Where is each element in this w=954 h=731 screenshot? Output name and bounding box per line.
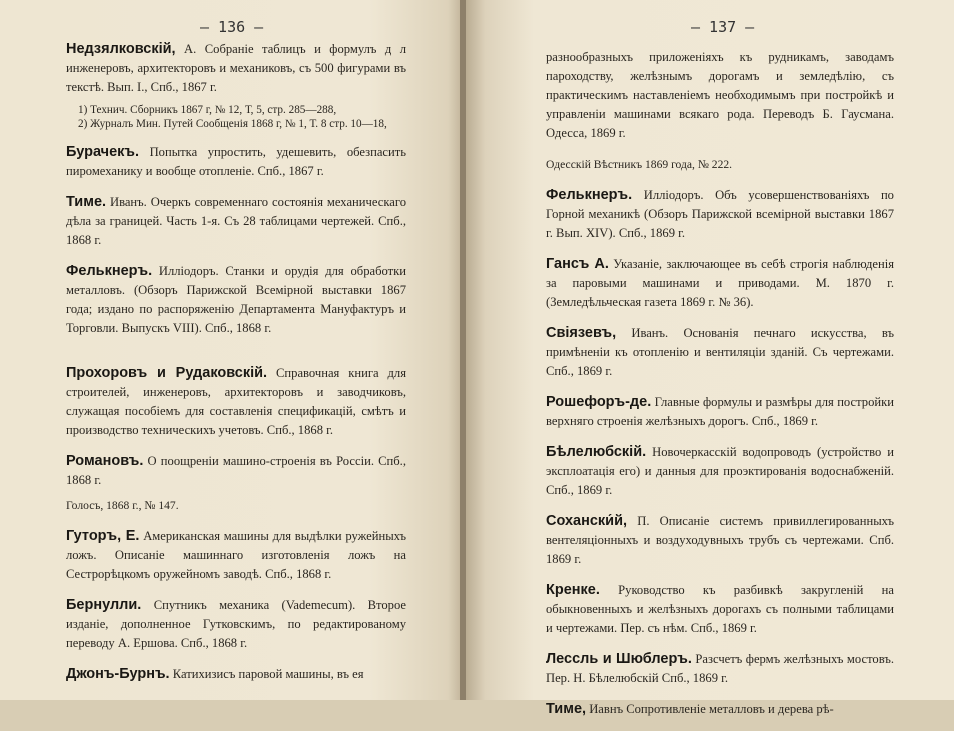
- entry-text: Указаніе, заключающее въ себѣ строгія наблюденія за паровыми машинами и приводами. М. 1870 г. (Земледѣльческая газета 1869 г. № 36).: [546, 257, 894, 309]
- entry-author: Рошефоръ-де.: [546, 394, 652, 410]
- bibliography-entry: [546, 324, 894, 381]
- entry-text: Катихизисъ паровой машины, въ ея: [172, 667, 364, 681]
- entry-text: Голосъ, 1868 г., № 147.: [66, 499, 179, 512]
- bibliography-entry: [66, 527, 406, 584]
- page-number: — 136 —: [200, 18, 264, 36]
- bibliography-entry: [66, 596, 406, 653]
- bibliography-entry: [66, 193, 406, 250]
- bibliography-entry: [66, 364, 406, 440]
- entry-author: Лессль и Шюблеръ.: [546, 651, 692, 667]
- entry-text: Иавнъ Сопротивленіе металловъ и дерева рѣ-: [589, 702, 834, 716]
- entry-text: Одесскій Вѣстникъ 1869 года, № 222.: [546, 158, 733, 171]
- source-note: [546, 155, 894, 174]
- entry-author: Прохоровъ и Рудаковскій.: [66, 365, 268, 381]
- bibliography-entry: [546, 393, 894, 431]
- entry-author: Кренке.: [546, 582, 600, 598]
- entry-text: Иванъ. Очеркъ современнаго состоянія механическаго дѣла за границей. Часть 1-я. Съ 28 таблицами чертежей. Спб., 1868 г.: [66, 195, 407, 247]
- entry-text: А. Собраніе таблицъ и формулъ д л инженеровъ, архитекторовъ и механиковъ, съ 500 фигурами въ текстѣ. Вып. I., Спб., 1867 г.: [66, 42, 406, 94]
- entry-author: Свіязевъ,: [546, 325, 617, 341]
- entry-list: [66, 40, 406, 696]
- entry-author: Тиме.: [66, 194, 107, 210]
- entry-text: Разсчетъ фермъ желѣзныхъ мостовъ. Пер. Н. Бѣлелюбскій Спб., 1869 г.: [546, 652, 894, 685]
- entry-note: 2) Журналъ Мин. Путей Сообщенія 1868 г, № 1, Т. 8 стр. 10—18,: [78, 118, 387, 130]
- page-number: — 137 —: [691, 18, 755, 36]
- entry-text: П. Описаніе системъ привиллегированныхъ вентеляціонныхъ и воздуходувныхъ трубъ съ чертежами. Спб. 1869 г.: [546, 514, 894, 566]
- entry-text: Американская машины для выдѣлки ружейныхъ ложъ. Описаніе машиннаго изготовленія ложъ на Сестрорѣцкомъ оружейномъ заводѣ. Спб., 1868 г.: [66, 529, 406, 581]
- bibliography-entry: [66, 665, 406, 684]
- bibliography-entry: [546, 48, 894, 143]
- entry-author: Фелькнеръ.: [546, 187, 633, 203]
- bibliography-entry: [546, 255, 894, 312]
- entry-author: Сохански́й,: [546, 513, 628, 529]
- entry-text: Руководство къ разбивкѣ закругленій на обыкновенныхъ и желѣзныхъ дорогахъ съ полными таблицами и чертежами. Пер. съ нѣм. Спб., 1869 г.: [546, 583, 894, 635]
- entry-list: [546, 48, 894, 731]
- entry-author: Гуторъ, Е.: [66, 528, 140, 544]
- entry-text: Иванъ. Основанія печнаго искусства, въ примѣненіи къ отопленію и вентиляціи зданій. Съ чертежами. Спб., 1869 г.: [546, 326, 894, 378]
- bibliography-entry: [66, 262, 406, 338]
- bibliography-entry: [546, 650, 894, 688]
- entry-text: Справочная книга для строителей, инженеровъ, архитекторовъ и заводчиковъ, служащая пособіемъ для составленія спецификацій, смѣтъ и производство техническихъ учетовъ. Спб., 1868 г.: [66, 366, 406, 437]
- entry-text: Попытка упростить, удешевить, обезпасить пиромеханику и вообще отопленіе. Спб., 1867 г.: [66, 145, 406, 178]
- entry-author: Джонъ-Бурнъ.: [66, 666, 170, 682]
- entry-author: Фелькнеръ.: [66, 263, 153, 279]
- bibliography-entry: [546, 186, 894, 243]
- bibliography-entry: [546, 581, 894, 638]
- entry-author: Бернулли.: [66, 597, 142, 613]
- entry-text: разнообразныхъ приложеніяхъ къ рудникамъ, заводамъ пароходству, желѣзнымъ дорогамъ и земледѣлію, съ практическимъ наставленіемъ необходимымъ при постройкѣ и управленіи машинами всякаго рода. Переводъ Б. Гаусмана. Одесса, 1869 г.: [546, 50, 894, 140]
- bibliography-entry: [66, 452, 406, 490]
- entry-author: Тиме,: [546, 701, 587, 717]
- source-note: [66, 496, 406, 515]
- entry-author: Бѣлелюбскій.: [546, 444, 647, 460]
- entry-author: Романовъ.: [66, 453, 144, 469]
- right-page: [466, 0, 954, 717]
- entry-note: 1) Технич. Сборникъ 1867 г, № 12, Т, 5, стр. 285—288,: [78, 104, 337, 116]
- bibliography-entry: [546, 512, 894, 569]
- entry-author: Бурачекъ.: [66, 144, 140, 160]
- entry-text: О поощреніи машино-строенія въ Россіи. Спб., 1868 г.: [66, 454, 406, 487]
- bibliography-entry: [66, 40, 406, 131]
- entry-author: Гансъ А.: [546, 256, 609, 272]
- entry-text: Новочеркасскій водопроводъ (устройство и эксплоатація его) и данныя для проэктированія водоснабженій. Спб., 1869 г.: [546, 445, 894, 497]
- entry-text: Иллiодоръ. Объ усовершенствованіяхъ по Горной механикѣ (Обзоръ Парижской всемірной выставки 1867 г. Вып. XIV). Спб., 1869 г.: [546, 188, 894, 240]
- entry-author: Недзялковскій,: [66, 41, 176, 57]
- left-page: [0, 0, 462, 700]
- bibliography-entry: [546, 443, 894, 500]
- entry-text: Главные формулы и размѣры для постройки верхняго строенія желѣзныхъ дорогъ. Спб., 1869 г.: [546, 395, 894, 428]
- entry-text: Иллiодоръ. Станки и орудія для обработки металловъ. (Обзоръ Парижской Всемірной выставки 1867 года; издано по распоряженію Департамента Мануфактуръ и Торговли. Выпускъ VIII). Спб., 1868 г.: [66, 264, 406, 335]
- entry-text: Спутникъ механика (Vademecum). Второе изданіе, дополненное Гутковскимъ, по редактированому переводу А. Ершова. Спб., 1868 г.: [66, 598, 406, 650]
- bibliography-entry: [546, 700, 894, 719]
- bibliography-entry: [66, 143, 406, 181]
- entry-notes: [66, 103, 406, 131]
